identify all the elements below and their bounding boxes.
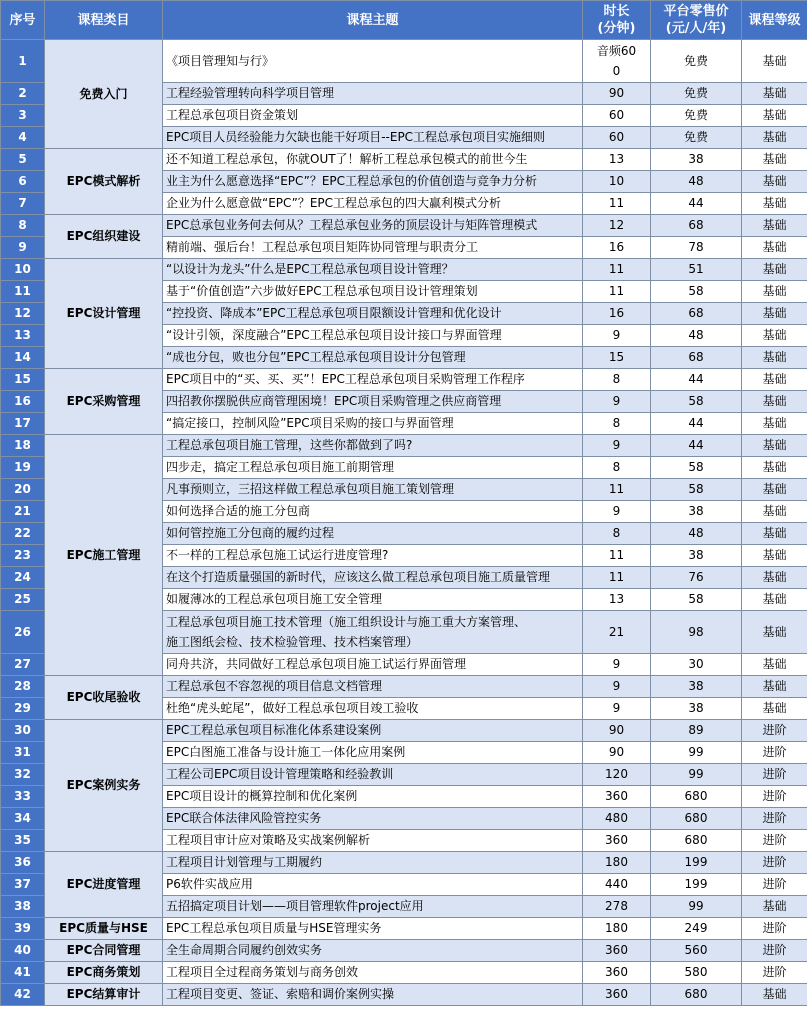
header-row [1,1,807,40]
category-cell: EPC商务策划 [45,962,163,984]
price-cell: 99 [651,896,742,918]
row-number: 6 [1,171,45,193]
duration-cell: 16 [583,237,651,259]
price-cell: 38 [651,698,742,720]
price-cell: 199 [651,874,742,896]
topic-cell: 工程总承包不容忽视的项目信息文档管理 [163,676,583,698]
category-cell: EPC质量与HSE [45,918,163,940]
topic-line: 施工图纸会检、技术检验管理、技术档案管理） [166,635,419,649]
row-number: 4 [1,127,45,149]
price-cell: 48 [651,523,742,545]
level-cell: 进阶 [742,742,807,764]
category-cell: EPC设计管理 [45,259,163,369]
level-cell: 基础 [742,303,807,325]
row-number: 32 [1,764,45,786]
topic-cell: 同舟共济，共同做好工程总承包项目施工试运行界面管理 [163,654,583,676]
level-cell: 基础 [742,105,807,127]
level-cell: 基础 [742,215,807,237]
duration-cell: 180 [583,918,651,940]
row-number: 23 [1,545,45,567]
topic-cell: 工程总承包项目施工管理，这些你都做到了吗? [163,435,583,457]
duration-cell: 9 [583,698,651,720]
row-number: 1 [1,40,45,83]
topic-cell: “控投资、降成本”EPC工程总承包项目限额设计管理和优化设计 [163,303,583,325]
price-cell: 68 [651,347,742,369]
row-number: 25 [1,589,45,611]
duration-cell: 9 [583,501,651,523]
level-cell: 进阶 [742,918,807,940]
topic-cell: 全生命周期合同履约创效实务 [163,940,583,962]
category-cell: EPC结算审计 [45,984,163,1006]
level-cell: 基础 [742,325,807,347]
duration-cell: 11 [583,193,651,215]
topic-cell: EPC项目人员经验能力欠缺也能干好项目--EPC工程总承包项目实施细则 [163,127,583,149]
price-cell: 44 [651,413,742,435]
price-cell: 免费 [651,105,742,127]
duration-cell: 440 [583,874,651,896]
price-cell: 89 [651,720,742,742]
level-cell: 基础 [742,479,807,501]
level-cell: 进阶 [742,940,807,962]
topic-cell: 工程项目全过程商务策划与商务创效 [163,962,583,984]
row-number: 29 [1,698,45,720]
table-row [1,852,807,874]
row-number: 18 [1,435,45,457]
topic-cell: P6软件实战应用 [163,874,583,896]
row-number: 8 [1,215,45,237]
level-cell: 进阶 [742,764,807,786]
topic-cell: 四招教你摆脱供应商管理困境！EPC项目采购管理之供应商管理 [163,391,583,413]
price-cell: 免费 [651,127,742,149]
duration-cell: 21 [583,611,651,654]
topic-cell: “设计引领，深度融合”EPC工程总承包项目设计接口与界面管理 [163,325,583,347]
level-cell: 基础 [742,457,807,479]
row-number: 33 [1,786,45,808]
duration-cell: 15 [583,347,651,369]
level-cell: 基础 [742,523,807,545]
level-cell: 进阶 [742,852,807,874]
level-cell: 进阶 [742,808,807,830]
duration-cell: 60 [583,127,651,149]
price-cell: 580 [651,962,742,984]
category-cell: EPC案例实务 [45,720,163,852]
topic-cell: 工程总承包项目资金策划 [163,105,583,127]
level-cell: 进阶 [742,830,807,852]
topic-cell: “以设计为龙头”什么是EPC工程总承包项目设计管理？ [163,259,583,281]
table-row [1,435,807,457]
price-cell: 51 [651,259,742,281]
duration-cell: 11 [583,567,651,589]
topic-cell: 精前端、强后台！工程总承包项目矩阵协同管理与职责分工 [163,237,583,259]
row-number: 28 [1,676,45,698]
topic-cell: EPC联合体法律风险管控实务 [163,808,583,830]
topic-cell: 在这个打造质量强国的新时代，应该这么做工程总承包项目施工质量管理 [163,567,583,589]
level-cell: 基础 [742,698,807,720]
topic-cell [163,611,583,654]
topic-cell: EPC项目中的“买、买、买”！EPC工程总承包项目采购管理工作程序 [163,369,583,391]
header-duration-line1: 时长 [603,4,630,19]
price-cell: 58 [651,457,742,479]
level-cell: 基础 [742,567,807,589]
duration-cell: 120 [583,764,651,786]
topic-cell: 《项目管理知与行》 [163,40,583,83]
topic-cell: 工程项目审计应对策略及实战案例解析 [163,830,583,852]
row-number: 20 [1,479,45,501]
row-number: 15 [1,369,45,391]
topic-cell: EPC项目设计的概算控制和优化案例 [163,786,583,808]
level-cell: 基础 [742,83,807,105]
table-row [1,918,807,940]
topic-cell: 工程公司EPC项目设计管理策略和经验教训 [163,764,583,786]
row-number: 22 [1,523,45,545]
price-cell: 680 [651,786,742,808]
level-cell: 基础 [742,435,807,457]
topic-cell: 基于“价值创造”六步做好EPC工程总承包项目设计管理策划 [163,281,583,303]
price-cell: 68 [651,303,742,325]
table-row [1,215,807,237]
row-number: 27 [1,654,45,676]
row-number: 42 [1,984,45,1006]
duration-cell: 60 [583,105,651,127]
price-cell: 30 [651,654,742,676]
row-number: 40 [1,940,45,962]
topic-cell: 企业为什么愿意做“EPC”？EPC工程总承包的四大赢利模式分析 [163,193,583,215]
table-row [1,676,807,698]
category-cell: EPC进度管理 [45,852,163,918]
topic-cell: 工程项目计划管理与工期履约 [163,852,583,874]
duration-cell: 90 [583,742,651,764]
header-topic: 课程主题 [163,1,583,40]
level-cell: 基础 [742,984,807,1006]
price-cell: 38 [651,149,742,171]
topic-cell: 如何管控施工分包商的履约过程 [163,523,583,545]
level-cell: 基础 [742,193,807,215]
level-cell: 基础 [742,391,807,413]
duration-cell: 8 [583,369,651,391]
row-number: 41 [1,962,45,984]
price-cell: 44 [651,435,742,457]
row-number: 34 [1,808,45,830]
duration-cell: 180 [583,852,651,874]
table-row [1,369,807,391]
topic-cell: 业主为什么愿意选择“EPC”？EPC工程总承包的价值创造与竞争力分析 [163,171,583,193]
row-number: 11 [1,281,45,303]
duration-cell: 360 [583,962,651,984]
row-number: 36 [1,852,45,874]
duration-cell: 360 [583,830,651,852]
row-number: 2 [1,83,45,105]
duration-cell: 9 [583,391,651,413]
table-row [1,149,807,171]
category-cell: EPC采购管理 [45,369,163,435]
row-number: 30 [1,720,45,742]
row-number: 21 [1,501,45,523]
topic-cell: 四步走，搞定工程总承包项目施工前期管理 [163,457,583,479]
price-cell: 199 [651,852,742,874]
row-number: 16 [1,391,45,413]
price-cell: 58 [651,391,742,413]
level-cell: 进阶 [742,720,807,742]
topic-cell: 工程经验管理转向科学项目管理 [163,83,583,105]
level-cell: 基础 [742,501,807,523]
price-cell: 680 [651,830,742,852]
price-cell: 免费 [651,40,742,83]
price-cell: 58 [651,281,742,303]
price-cell: 98 [651,611,742,654]
category-cell: 免费入门 [45,40,163,149]
price-cell: 249 [651,918,742,940]
topic-cell: EPC白图施工准备与设计施工一体化应用案例 [163,742,583,764]
duration-cell: 11 [583,259,651,281]
table-row [1,984,807,1006]
duration-cell: 9 [583,325,651,347]
topic-line: 工程总承包项目施工技术管理（施工组织设计与施工重大方案管理、 [166,615,527,629]
row-number: 26 [1,611,45,654]
topic-cell: EPC总承包业务何去何从？工程总承包业务的顶层设计与矩阵管理模式 [163,215,583,237]
duration-cell: 11 [583,281,651,303]
level-cell: 基础 [742,171,807,193]
duration-cell: 11 [583,545,651,567]
price-cell: 680 [651,984,742,1006]
header-category: 课程类目 [45,1,163,40]
row-number: 13 [1,325,45,347]
duration-cell: 11 [583,479,651,501]
row-number: 14 [1,347,45,369]
topic-cell: 如履薄冰的工程总承包项目施工安全管理 [163,589,583,611]
row-number: 10 [1,259,45,281]
price-cell: 68 [651,215,742,237]
duration-cell: 90 [583,83,651,105]
topic-cell: EPC工程总承包项目标准化体系建设案例 [163,720,583,742]
duration-cell: 9 [583,435,651,457]
header-duration-line2: (分钟) [597,21,636,36]
level-cell: 基础 [742,545,807,567]
level-cell: 基础 [742,611,807,654]
category-cell: EPC模式解析 [45,149,163,215]
price-cell: 680 [651,808,742,830]
duration-cell: 360 [583,984,651,1006]
duration-cell: 12 [583,215,651,237]
row-number: 35 [1,830,45,852]
topic-cell: 工程项目变更、签证、索赔和调价案例实操 [163,984,583,1006]
header-price-line2: (元/人/年) [665,21,727,36]
topic-cell: “成也分包，败也分包”EPC工程总承包项目设计分包管理 [163,347,583,369]
row-number: 12 [1,303,45,325]
level-cell: 基础 [742,281,807,303]
level-cell: 基础 [742,259,807,281]
header-level: 课程等级 [742,1,807,40]
topic-cell: 不一样的工程总承包施工试运行进度管理? [163,545,583,567]
row-number: 38 [1,896,45,918]
header-duration [583,1,651,40]
price-cell: 38 [651,676,742,698]
price-cell: 99 [651,742,742,764]
category-cell: EPC组织建设 [45,215,163,259]
header-price [651,1,742,40]
row-number: 24 [1,567,45,589]
row-number: 19 [1,457,45,479]
level-cell: 基础 [742,347,807,369]
row-number: 3 [1,105,45,127]
header-price-line1: 平台零售价 [663,4,729,19]
table-row [1,940,807,962]
price-cell: 76 [651,567,742,589]
topic-cell: 杜绝“虎头蛇尾”，做好工程总承包项目竣工验收 [163,698,583,720]
header-no: 序号 [1,1,45,40]
price-cell: 44 [651,193,742,215]
duration-cell: 音频600 [583,40,651,83]
row-number: 37 [1,874,45,896]
level-cell: 基础 [742,127,807,149]
table-row [1,962,807,984]
level-cell: 基础 [742,896,807,918]
duration-cell: 480 [583,808,651,830]
topic-cell: 如何选择合适的施工分包商 [163,501,583,523]
category-cell: EPC收尾验收 [45,676,163,720]
price-cell: 44 [651,369,742,391]
table-row [1,259,807,281]
level-cell: 进阶 [742,874,807,896]
price-cell: 免费 [651,83,742,105]
price-cell: 78 [651,237,742,259]
topic-cell: EPC工程总承包项目质量与HSE管理实务 [163,918,583,940]
level-cell: 基础 [742,369,807,391]
duration-cell: 8 [583,457,651,479]
level-cell: 基础 [742,589,807,611]
price-cell: 48 [651,171,742,193]
level-cell: 基础 [742,149,807,171]
duration-cell: 9 [583,676,651,698]
row-number: 17 [1,413,45,435]
level-cell: 进阶 [742,786,807,808]
level-cell: 基础 [742,237,807,259]
duration-cell: 8 [583,523,651,545]
topic-cell: 还不知道工程总承包，你就OUT了！解析工程总承包模式的前世今生 [163,149,583,171]
price-cell: 58 [651,479,742,501]
category-cell: EPC施工管理 [45,435,163,676]
row-number: 39 [1,918,45,940]
row-number: 7 [1,193,45,215]
level-cell: 基础 [742,676,807,698]
duration-cell: 16 [583,303,651,325]
row-number: 5 [1,149,45,171]
level-cell: 进阶 [742,962,807,984]
duration-cell: 8 [583,413,651,435]
duration-cell: 9 [583,654,651,676]
price-cell: 48 [651,325,742,347]
duration-cell: 13 [583,149,651,171]
level-cell: 基础 [742,654,807,676]
table-row [1,720,807,742]
topic-cell: 凡事预则立，三招这样做工程总承包项目施工策划管理 [163,479,583,501]
row-number: 31 [1,742,45,764]
price-cell: 560 [651,940,742,962]
price-cell: 99 [651,764,742,786]
topic-cell: 五招搞定项目计划——项目管理软件project应用 [163,896,583,918]
duration-cell: 360 [583,940,651,962]
table-row [1,40,807,83]
price-cell: 38 [651,545,742,567]
category-cell: EPC合同管理 [45,940,163,962]
topic-cell: “搞定接口，控制风险”EPC项目采购的接口与界面管理 [163,413,583,435]
row-number: 9 [1,237,45,259]
level-cell: 基础 [742,40,807,83]
duration-cell: 10 [583,171,651,193]
duration-cell: 90 [583,720,651,742]
level-cell: 基础 [742,413,807,435]
duration-cell: 13 [583,589,651,611]
price-cell: 38 [651,501,742,523]
duration-cell: 278 [583,896,651,918]
duration-cell: 360 [583,786,651,808]
table-body [1,40,807,1006]
price-cell: 58 [651,589,742,611]
